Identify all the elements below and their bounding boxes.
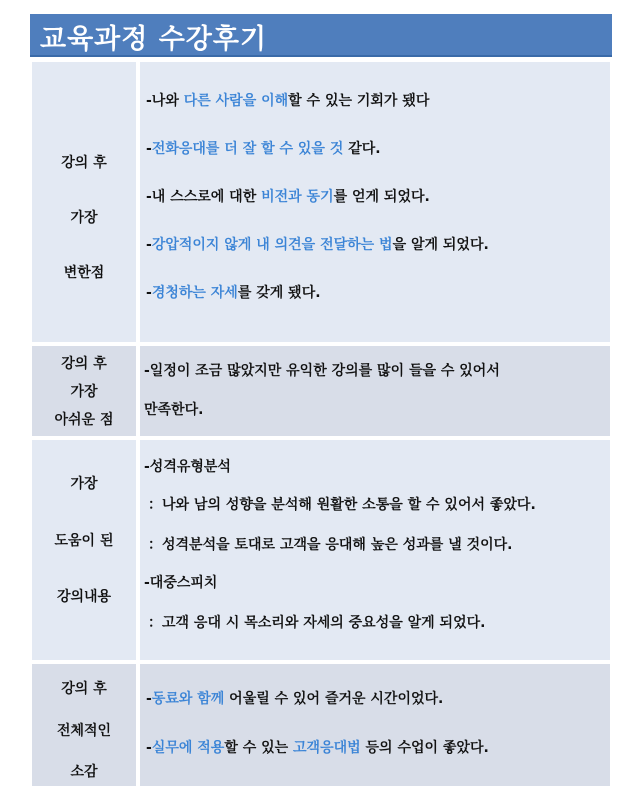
content-line: ：고객 응대 시 목소리와 자세의 중요성을 알게 되었다. (148, 615, 486, 631)
label-line: 가장 (70, 384, 98, 400)
content-line: -나와 다른 사람을 이해할 수 있는 기회가 됐다 (146, 93, 430, 109)
section-content (140, 62, 610, 342)
section-content (140, 346, 610, 436)
content-line: -실무에 적용할 수 있는 고객응대법 등의 수업이 좋았다. (146, 740, 489, 756)
label-line: 강의 후 (61, 155, 107, 171)
label-line: 가장 (70, 210, 98, 226)
section-overall (32, 664, 610, 786)
section-label (32, 346, 136, 436)
content-line: -강압적이지 않게 내 의견을 전달하는 법을 알게 되었다. (146, 237, 489, 253)
section-label (32, 62, 136, 342)
content-line: -동료와 함께 어울릴 수 있어 즐거운 시간이었다. (146, 691, 444, 707)
label-line: 강의내용 (56, 589, 112, 605)
content-line: ：성격분석을 토대로 고객을 응대해 높은 성과를 낼 것이다. (148, 537, 513, 553)
label-line: 전체적인 (56, 723, 112, 739)
content-line: -일정이 조금 많았지만 유익한 강의를 많이 들을 수 있어서 (144, 363, 500, 379)
content-line: -대중스피치 (144, 575, 218, 591)
label-line: 변한점 (63, 265, 105, 281)
section-helpful (32, 440, 610, 660)
section-content (140, 664, 610, 786)
title-bar (30, 14, 612, 57)
label-line: 가장 (70, 476, 98, 492)
section-regrets (32, 346, 610, 436)
page-title: 교육과정 수강후기 (40, 24, 268, 55)
section-label (32, 440, 136, 660)
section-changes (32, 62, 610, 342)
label-line: 강의 후 (61, 681, 107, 697)
label-line: 아쉬운 점 (54, 412, 114, 428)
label-line: 소감 (70, 764, 98, 780)
label-line: 도움이 된 (54, 533, 114, 549)
content-line: -내 스스로에 대한 비전과 동기를 얻게 되었다. (146, 189, 430, 205)
content-line: 만족한다. (144, 402, 204, 418)
section-content (140, 440, 610, 660)
content-line: -전화응대를 더 잘 할 수 있을 것 같다. (146, 141, 381, 157)
label-line: 강의 후 (61, 356, 107, 372)
content-line: ：나와 남의 성향을 분석해 원활한 소통을 할 수 있어서 좋았다. (148, 497, 536, 513)
content-line: -경청하는 자세를 갖게 됐다. (146, 285, 321, 301)
section-label (32, 664, 136, 786)
content-line: -성격유형분석 (144, 459, 231, 475)
